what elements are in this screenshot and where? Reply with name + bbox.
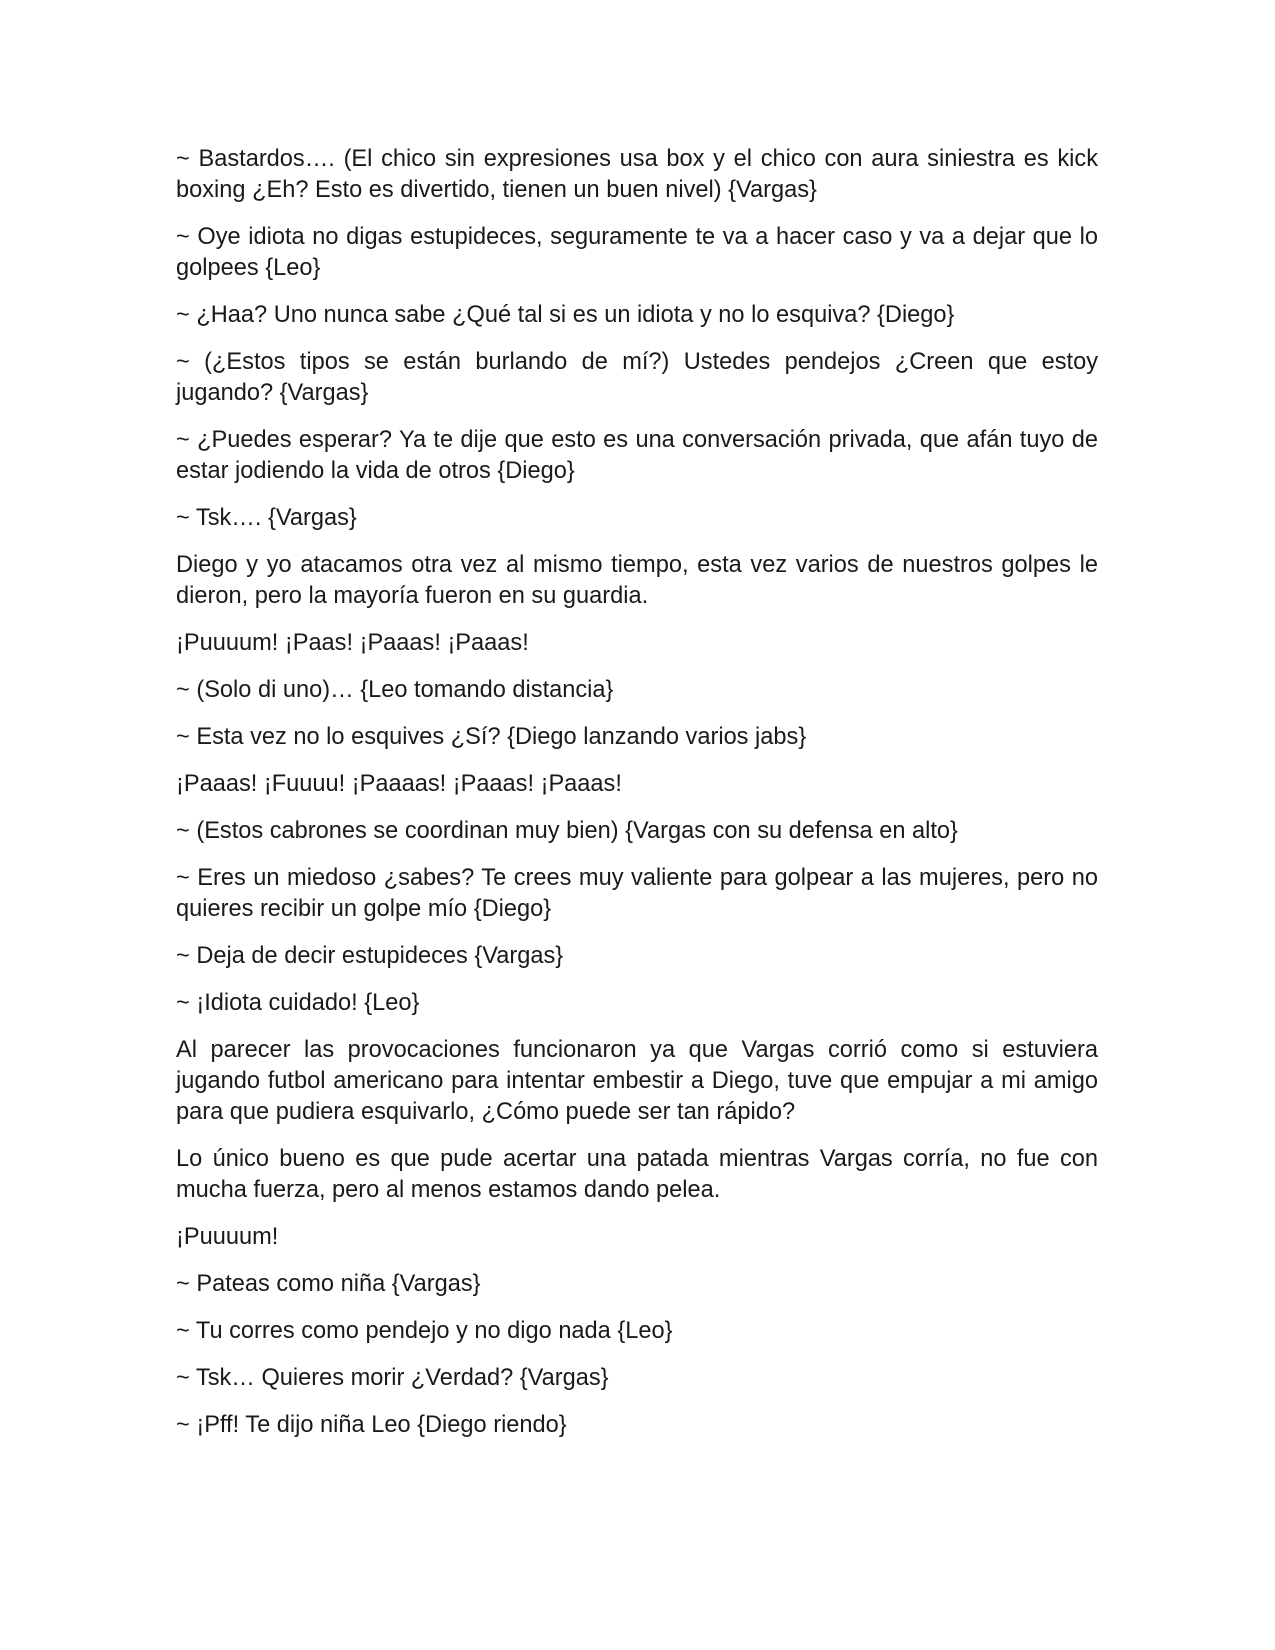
paragraph: ~ Oye idiota no digas estupideces, seguramente te va a hacer caso y va a dejar que lo golpees {Leo}	[176, 224, 1098, 281]
paragraph: ~ (Estos cabrones se coordinan muy bien) {Vargas con su defensa en alto}	[176, 818, 958, 844]
document-page	[176, 144, 1098, 1457]
paragraph: ~ Tsk… Quieres morir ¿Verdad? {Vargas}	[176, 1365, 609, 1391]
paragraph: ~ ¿Haa? Uno nunca sabe ¿Qué tal si es un idiota y no lo esquiva? {Diego}	[176, 302, 955, 328]
paragraph: ¡Puuuum! ¡Paas! ¡Paaas! ¡Paaas!	[176, 630, 529, 656]
paragraph: ~ (Solo di uno)… {Leo tomando distancia}	[176, 677, 614, 703]
paragraph: ~ Pateas como niña {Vargas}	[176, 1271, 481, 1297]
paragraph: ¡Puuuum!	[176, 1224, 279, 1250]
paragraph: ~ Tu corres como pendejo y no digo nada {Leo}	[176, 1318, 673, 1344]
paragraph: ~ Eres un miedoso ¿sabes? Te crees muy valiente para golpear a las mujeres, pero no quieres recibir un golpe mío {Diego}	[176, 865, 1098, 922]
paragraph: ~ (¿Estos tipos se están burlando de mí?) Ustedes pendejos ¿Creen que estoy jugando? {Vargas}	[176, 349, 1098, 406]
paragraph: ~ Esta vez no lo esquives ¿Sí? {Diego lanzando varios jabs}	[176, 724, 807, 750]
paragraph: Al parecer las provocaciones funcionaron ya que Vargas corrió como si estuviera jugando futbol americano para intentar embestir a Diego, tuve que empujar a mi amigo para que pudiera esquivarlo, ¿Cómo puede ser tan rápido?	[176, 1037, 1098, 1125]
paragraph: ~ ¿Puedes esperar? Ya te dije que esto es una conversación privada, que afán tuyo de estar jodiendo la vida de otros {Diego}	[176, 427, 1098, 484]
paragraph: ~ Tsk…. {Vargas}	[176, 505, 357, 531]
paragraph: ~ ¡Idiota cuidado! {Leo}	[176, 990, 420, 1016]
paragraph: ~ ¡Pff! Te dijo niña Leo {Diego riendo}	[176, 1412, 567, 1438]
paragraph: ~ Deja de decir estupideces {Vargas}	[176, 943, 564, 969]
paragraph: ¡Paaas! ¡Fuuuu! ¡Paaaas! ¡Paaas! ¡Paaas!	[176, 771, 622, 797]
paragraph: Lo único bueno es que pude acertar una patada mientras Vargas corría, no fue con mucha fuerza, pero al menos estamos dando pelea.	[176, 1146, 1098, 1203]
paragraph: Diego y yo atacamos otra vez al mismo tiempo, esta vez varios de nuestros golpes le dieron, pero la mayoría fueron en su guardia.	[176, 552, 1098, 609]
paragraph: ~ Bastardos…. (El chico sin expresiones usa box y el chico con aura siniestra es kick boxing ¿Eh? Esto es divertido, tienen un buen nivel) {Vargas}	[176, 146, 1098, 203]
